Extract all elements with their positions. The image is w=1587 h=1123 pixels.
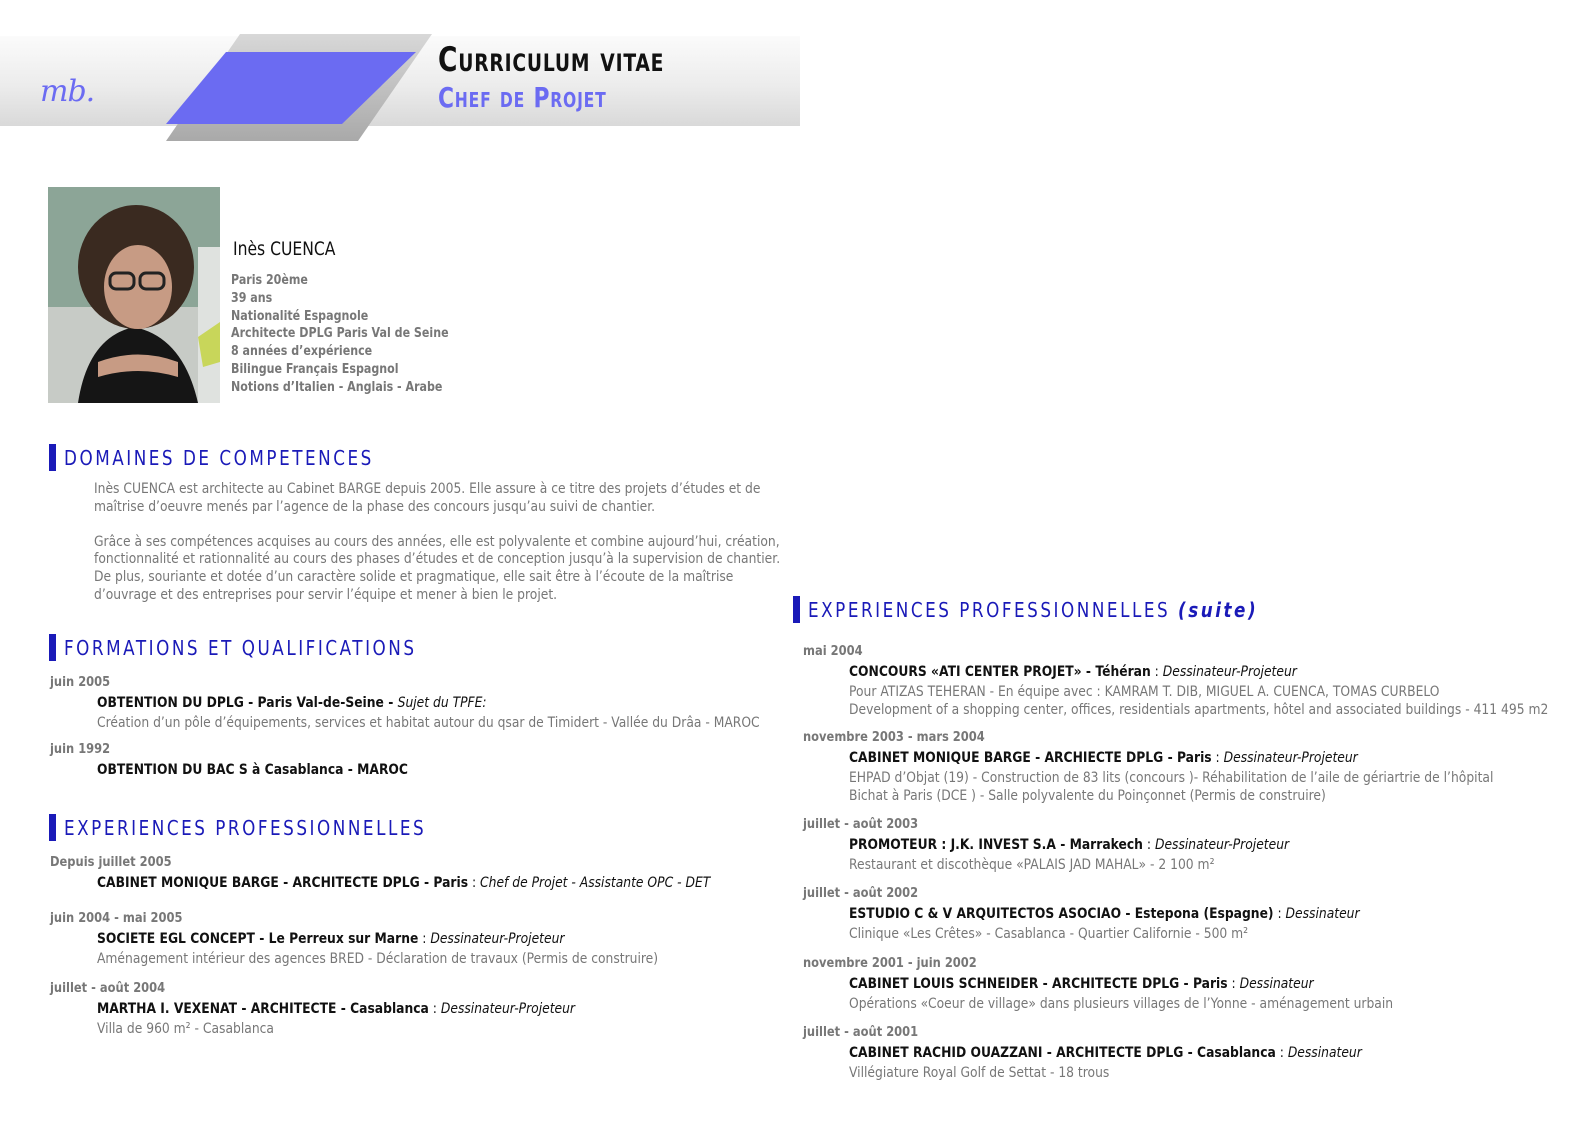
entry-title [849, 664, 1297, 680]
entry-position: Dessinateur-Projeteur [1223, 750, 1358, 766]
entry-title [97, 931, 564, 947]
entry-position: Dessinateur [1285, 906, 1360, 922]
section-title: EXPERIENCES PROFESSIONNELLES [64, 815, 427, 840]
entry-organisation: CABINET LOUIS SCHNEIDER - ARCHITECTE DPLG - Paris [849, 976, 1228, 992]
entry-organisation: OBTENTION DU BAC S à Casablanca - MAROC [97, 762, 408, 778]
entry-date: mai 2004 [803, 643, 863, 659]
entry-description: Villégiature Royal Golf de Settat - 18 trous [849, 1065, 1110, 1081]
profile-detail: Bilingue Français Espagnol [231, 361, 399, 377]
entry-date: juillet - août 2003 [803, 816, 919, 832]
entry-separator: : [1150, 664, 1163, 680]
entry-title [849, 976, 1314, 992]
entry-title [849, 837, 1289, 853]
entry-description: Bichat à Paris (DCE ) - Salle polyvalente du Poinçonnet (Permis de construire) [849, 787, 1326, 804]
entry-title [97, 762, 408, 778]
section-marker [793, 596, 800, 623]
person-name: Inès CUENCA [233, 238, 336, 260]
entry-position: Dessinateur-Projeteur [1162, 664, 1297, 680]
cv-subtitle: Chef de Projet [438, 81, 607, 114]
entry-position: Dessinateur [1287, 1045, 1362, 1061]
entry-date: Depuis juillet 2005 [50, 854, 172, 870]
entry-description: Pour ATIZAS TEHERAN - En équipe avec : KAMRAM T. DIB, MIGUEL A. CUENCA, TOMAS CURBELO [849, 684, 1440, 700]
section-title-suite: (suite) [1178, 597, 1259, 622]
entry-separator: : [428, 1001, 441, 1017]
profile-detail: Architecte DPLG Paris Val de Seine [231, 325, 449, 342]
entry-description: Villa de 960 m² - Casablanca [97, 1021, 274, 1037]
profile-detail: Paris 20ème [231, 272, 308, 288]
entry-organisation: OBTENTION DU DPLG - Paris Val-de-Seine - [97, 695, 398, 711]
entry-separator: : [1275, 1045, 1288, 1061]
entry-date: juillet - août 2002 [803, 885, 919, 901]
profile-detail: Nationalité Espagnole [231, 307, 369, 324]
entry-title [849, 1045, 1362, 1061]
entry-date: juin 2005 [50, 674, 111, 690]
section-head-experiences [49, 814, 495, 841]
section-title: FORMATIONS ET QUALIFICATIONS [64, 635, 417, 660]
entry-position: Dessinateur-Projeteur [430, 931, 565, 947]
entry-organisation: CABINET RACHID OUAZZANI - ARCHITECTE DPLG - Casablanca [849, 1045, 1276, 1061]
section-marker [49, 814, 56, 841]
entry-separator: : [1211, 750, 1224, 766]
entry-date: novembre 2003 - mars 2004 [803, 729, 985, 745]
entry-organisation: SOCIETE EGL CONCEPT - Le Perreux sur Marne [97, 931, 419, 947]
competences-line: Inès CUENCA est architecte au Cabinet BARGE depuis 2005. Elle assure à ce titre des projets d’études et de [94, 481, 761, 497]
entry-description: Clinique «Les Crêtes» - Casablanca - Quartier Californie - 500 m² [849, 926, 1249, 942]
header-parallelogram [0, 0, 800, 145]
section-title: DOMAINES DE COMPETENCES [64, 445, 374, 470]
competences-line: fonctionnalité et rationnalité au cours des phases d’études et de conception jusqu’à la supervision de chantier. [94, 551, 781, 568]
entry-separator: : [418, 931, 431, 947]
competences-line: d’ouvrage et des entreprises pour servir l’équipe et mener à bien le projet. [94, 586, 558, 603]
entry-description: Opérations «Coeur de village» dans plusieurs villages de l’Yonne - aménagement urbain [849, 996, 1394, 1012]
entry-date: juillet - août 2004 [50, 980, 166, 996]
entry-organisation: CONCOURS «ATI CENTER PROJET» - Téhéran [849, 664, 1151, 680]
section-marker [49, 444, 56, 471]
entry-description: Création d’un pôle d’équipements, services et habitat autour du qsar de Timidert - Vallée du Drâa - MAROC [97, 715, 760, 731]
entry-position: Dessinateur-Projeteur [440, 1001, 575, 1017]
entry-title [849, 750, 1358, 766]
entry-separator: : [1142, 837, 1155, 853]
profile-photo [48, 187, 220, 403]
entry-title [97, 1001, 575, 1017]
competences-line: Grâce à ses compétences acquises au cours des années, elle est polyvalente et combine aujourd’hui, création, [94, 533, 780, 550]
entry-organisation: PROMOTEUR : J.K. INVEST S.A - Marrakech [849, 837, 1143, 853]
entry-description: Development of a shopping center, offices, residentials apartments, hôtel and associated buildings - 411 495 m2 [849, 701, 1549, 718]
competences-line: maîtrise d’oeuvre menés par l’agence de la phase des concours jusqu’au suivi de chantier. [94, 498, 656, 515]
section-head-experiences-suite [793, 596, 1344, 623]
entry-position: Sujet du TPFE: [397, 695, 487, 711]
entry-position: Dessinateur-Projeteur [1154, 837, 1290, 853]
entry-separator: : [468, 875, 481, 891]
section-marker [49, 634, 56, 661]
entry-title [97, 875, 710, 891]
entry-organisation: CABINET MONIQUE BARGE - ARCHIECTE DPLG - Paris [849, 750, 1212, 766]
entry-separator: : [1227, 976, 1240, 992]
entry-title [849, 906, 1360, 922]
section-head-formations [49, 634, 484, 661]
profile-detail: 8 années d’expérience [231, 343, 373, 360]
profile-detail: 39 ans [231, 289, 273, 306]
entry-position: Chef de Projet - Assistante OPC - DET [480, 875, 711, 891]
entry-title [97, 695, 487, 711]
entry-description: EHPAD d’Objat (19) - Construction de 83 lits (concours )- Réhabilitation de l’aile de gériartrie de l’hôpital [849, 770, 1494, 786]
entry-description: Aménagement intérieur des agences BRED - Déclaration de travaux (Permis de construire) [97, 951, 659, 967]
entry-date: novembre 2001 - juin 2002 [803, 955, 977, 971]
entry-separator: : [1273, 906, 1286, 922]
entry-description: Restaurant et discothèque «PALAIS JAD MAHAL» - 2 100 m² [849, 857, 1215, 873]
entry-date: juin 1992 [50, 741, 111, 757]
entry-date: juin 2004 - mai 2005 [50, 910, 183, 926]
cv-title: Curriculum vitae [438, 40, 665, 80]
logo: mb. [40, 74, 95, 109]
entry-date: juillet - août 2001 [803, 1024, 919, 1040]
profile-detail: Notions d’Italien - Anglais - Arabe [231, 378, 443, 395]
entry-organisation: MARTHA I. VEXENAT - ARCHITECTE - Casablanca [97, 1001, 429, 1017]
section-title [808, 598, 1258, 622]
entry-organisation: ESTUDIO C & V ARQUITECTOS ASOCIAO - Estepona (Espagne) [849, 906, 1274, 922]
section-head-competences [49, 444, 433, 471]
entry-position: Dessinateur [1239, 976, 1314, 992]
section-title-text: EXPERIENCES PROFESSIONNELLES [808, 597, 1171, 622]
competences-line: De plus, souriante et dotée d’un caractère solide et pragmatique, elle sait être à l’écoute de la maîtrise [94, 569, 734, 585]
entry-organisation: CABINET MONIQUE BARGE - ARCHITECTE DPLG - Paris [97, 875, 469, 891]
